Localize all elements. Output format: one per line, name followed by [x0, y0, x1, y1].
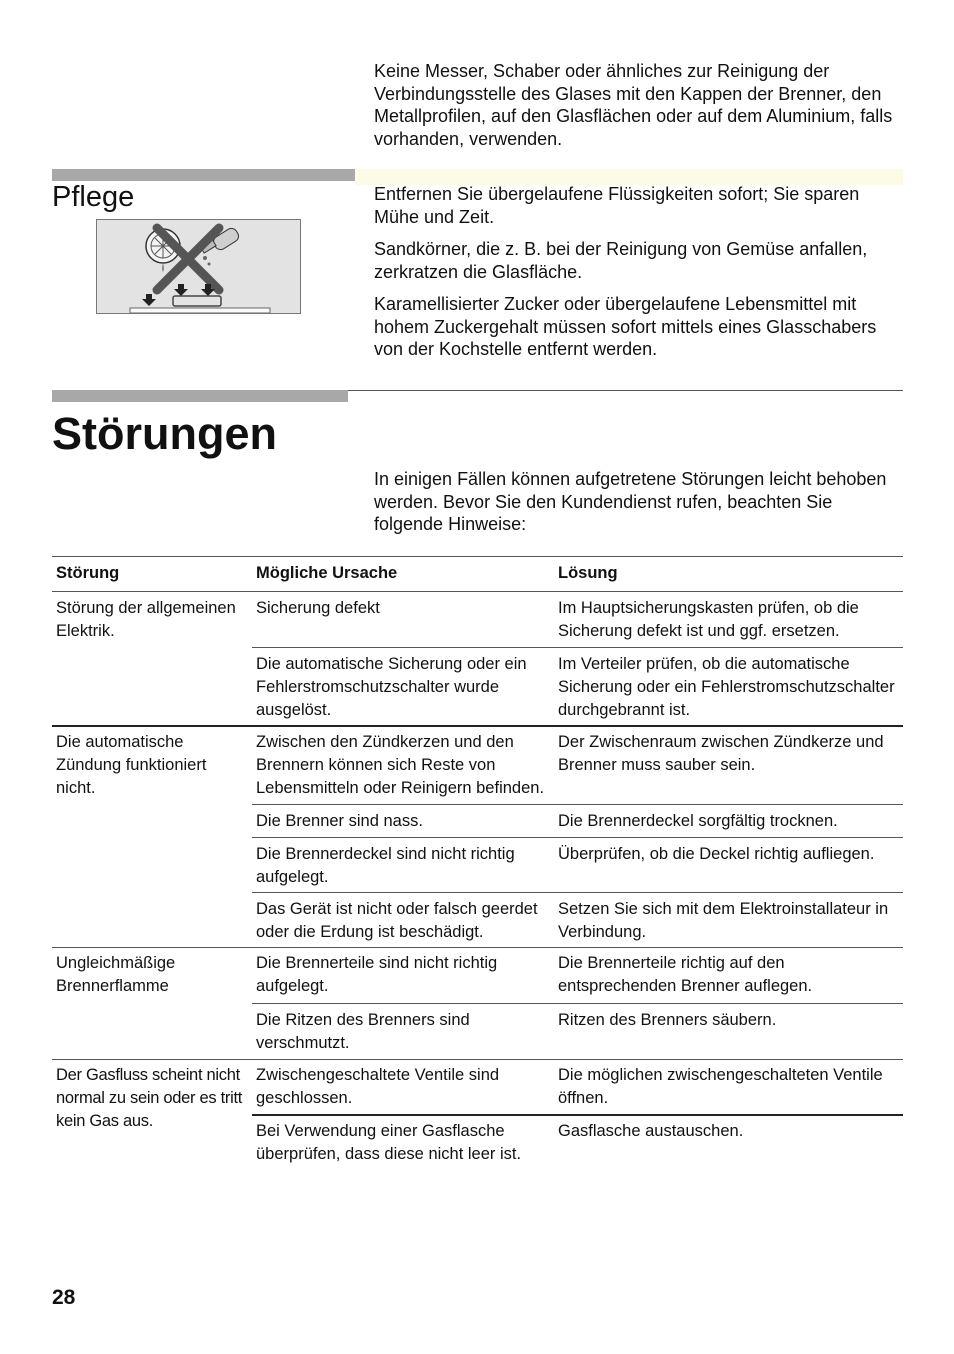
cause-cell: Bei Verwendung einer Gasflasche überprüfen, dass diese nicht leer ist. — [256, 1122, 522, 1163]
cause-cell: Zwischengeschaltete Ventile sind geschlossen. — [256, 1066, 500, 1107]
pflege-paragraph: Karamellisierter Zucker oder übergelaufene Lebensmittel mit hohem Zuckergehalt müssen sofort mittels eines Glasschabers von der Kochstelle entfernt werden. — [374, 294, 877, 359]
problem-cell: Störung der allgemeinen Elektrik. — [56, 599, 236, 640]
row-divider — [252, 892, 903, 893]
table-header-row — [52, 557, 903, 591]
table-group — [52, 727, 903, 947]
solution-cell: Gasflasche austauschen. — [558, 1122, 744, 1140]
cause-cell: Sicherung defekt — [256, 599, 380, 617]
pflege-heading: Pflege — [52, 181, 135, 213]
table-group — [52, 1060, 903, 1172]
solution-cell: Überprüfen, ob die Deckel richtig aufliegen. — [558, 845, 875, 863]
solution-cell: Die Brennerteile richtig auf den entsprechenden Brenner auflegen. — [558, 954, 813, 995]
cause-cell: Die Ritzen des Brenners sind verschmutzt. — [256, 1011, 470, 1052]
row-divider — [252, 837, 903, 838]
intro-paragraph: Keine Messer, Schaber oder ähnliches zur Reinigung der Verbindungsstelle des Glases mit den Kappen der Brenner, den Metallprofilen, auf den Glasflächen oder auf dem Aluminium, falls vorhanden, verwenden. — [374, 61, 893, 149]
stoerungen-section-bar — [52, 390, 348, 402]
problem-cell: Die automatische Zündung funktioniert nicht. — [56, 733, 207, 797]
solution-cell: Im Verteiler prüfen, ob die automatische Sicherung oder ein Fehlerstromschutzschalter durchgebrannt ist. — [558, 655, 895, 719]
no-lemon-no-sharp-tools-on-glass-icon — [97, 220, 300, 313]
column-header-cause: Mögliche Ursache — [256, 564, 398, 582]
solution-cell: Setzen Sie sich mit dem Elektroinstallateur in Verbindung. — [558, 900, 889, 941]
column-header-solution: Lösung — [558, 564, 618, 582]
cause-cell: Die Brennerteile sind nicht richtig aufgelegt. — [256, 954, 498, 995]
pflege-text — [374, 183, 904, 361]
page-number: 28 — [52, 1286, 76, 1309]
table-group — [52, 592, 903, 725]
row-divider — [252, 647, 903, 648]
solution-cell: Die möglichen zwischengeschalteten Ventile öffnen. — [558, 1066, 883, 1107]
pflege-illustration — [96, 219, 301, 314]
problem-cell: Der Gasfluss scheint nicht normal zu sein oder es tritt kein Gas aus. — [56, 1066, 243, 1130]
stoerungen-section-rule — [348, 390, 903, 391]
stoerungen-intro: In einigen Fällen können aufgetretene Störungen leicht behoben werden. Bevor Sie den Kundendienst rufen, beachten Sie folgende Hinweise: — [374, 469, 887, 534]
solution-cell: Die Brennerdeckel sorgfältig trocknen. — [558, 812, 838, 830]
pflege-paragraph: Entfernen Sie übergelaufene Flüssigkeiten sofort; Sie sparen Mühe und Zeit. — [374, 184, 860, 227]
cause-cell: Die Brennerdeckel sind nicht richtig aufgelegt. — [256, 845, 515, 886]
row-divider — [252, 1114, 903, 1116]
row-divider — [252, 1003, 903, 1004]
stoerungen-heading: Störungen — [52, 408, 277, 459]
solution-cell: Der Zwischenraum zwischen Zündkerze und Brenner muss sauber sein. — [558, 733, 884, 774]
cause-cell: Zwischen den Zündkerzen und den Brennern können sich Reste von Lebensmitteln oder Reinigern befinden. — [256, 733, 545, 797]
cause-cell: Das Gerät ist nicht oder falsch geerdet oder die Erdung ist beschädigt. — [256, 900, 538, 941]
solution-cell: Ritzen des Brenners säubern. — [558, 1011, 777, 1029]
troubleshooting-table — [52, 556, 903, 1172]
pflege-paragraph: Sandkörner, die z. B. bei der Reinigung von Gemüse anfallen, zerkratzen die Glasfläche. — [374, 239, 868, 282]
row-divider — [252, 804, 903, 805]
table-group — [52, 948, 903, 1059]
solution-cell: Im Hauptsicherungskasten prüfen, ob die Sicherung defekt ist und ggf. ersetzen. — [558, 599, 859, 640]
cause-cell: Die Brenner sind nass. — [256, 812, 423, 830]
column-header-problem: Störung — [56, 564, 120, 582]
problem-cell: Ungleichmäßige Brennerflamme — [56, 954, 176, 995]
cause-cell: Die automatische Sicherung oder ein Fehlerstromschutzschalter wurde ausgelöst. — [256, 655, 527, 719]
